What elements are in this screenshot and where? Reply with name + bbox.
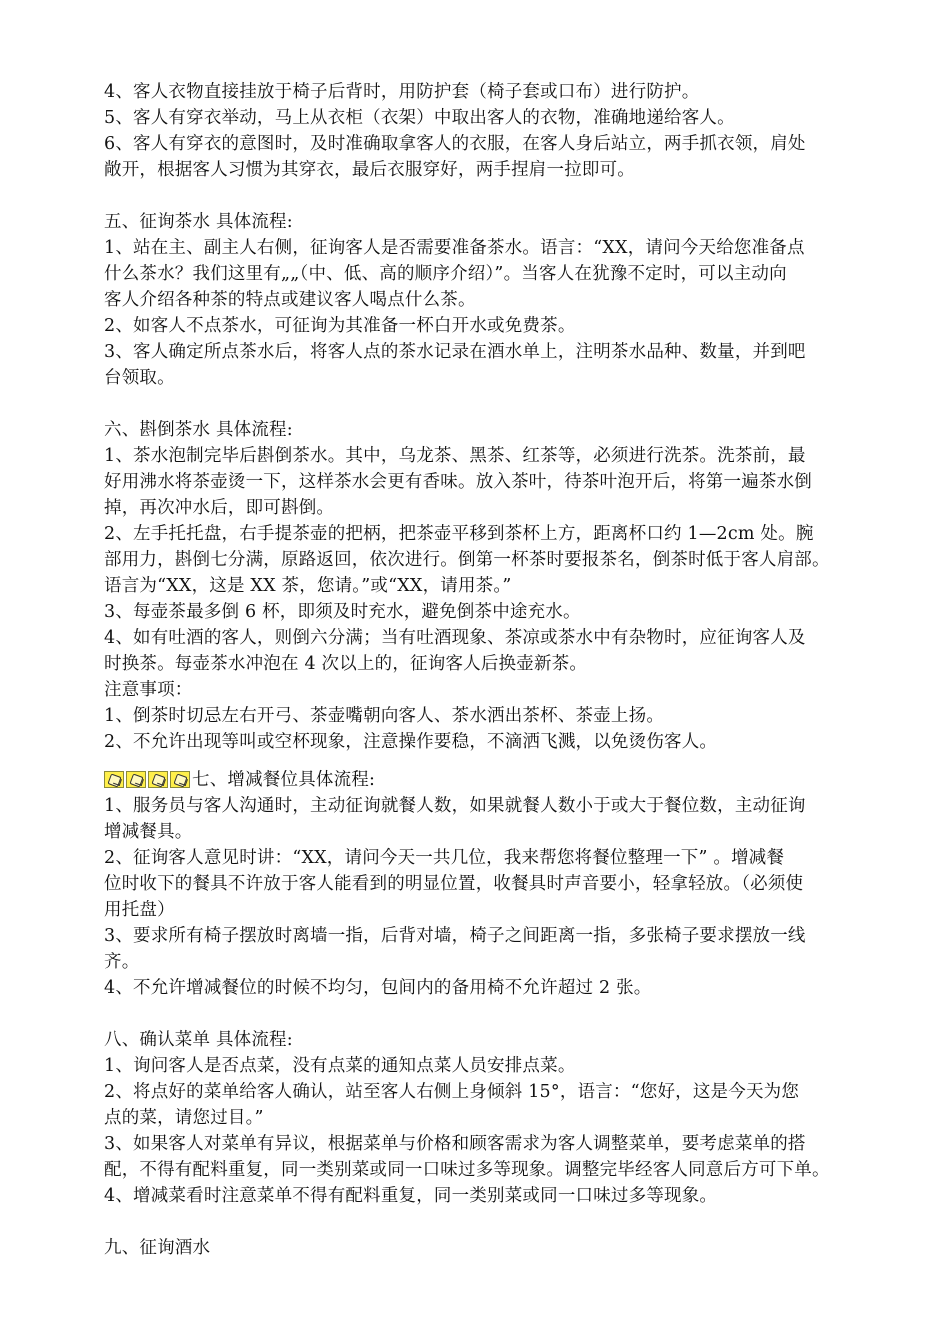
text-line: 配，不得有配料重复，同一类别菜或同一口味过多等现象。调整完毕经客人同意后方可下单。	[104, 1160, 830, 1180]
text-line: 客人介绍各种茶的特点或建议客人喝点什么茶。	[104, 290, 476, 310]
text-line: 2、左手托托盘，右手提茶壶的把柄，把茶壶平移到茶杯上方，距离杯口约 1—2cm 处。腕	[104, 524, 814, 544]
text-line: 部用力，斟倒七分满，原路返回，依次进行。倒第一杯茶时要报茶名，倒茶时低于客人肩部。	[104, 550, 830, 570]
section-heading: 八、确认菜单 具体流程:	[104, 1030, 293, 1050]
section-heading-row	[104, 768, 375, 792]
text-line: 3、要求所有椅子摆放时离墙一指，后背对墙，椅子之间距离一指，多张椅子要求摆放一线	[104, 926, 806, 946]
text-line: 3、客人确定所点茶水后，将客人点的茶水记录在酒水单上，注明茶水品种、数量，并到吧	[104, 342, 806, 362]
text-line: 2、不允许出现等叫或空杯现象，注意操作要稳，不滴洒飞溅，以免烫伤客人。	[104, 732, 718, 752]
text-line: 敞开，根据客人习惯为其穿衣，最后衣服穿好，两手捏肩一拉即可。	[104, 160, 635, 180]
text-line: 6、客人有穿衣的意图时，及时准确取拿客人的衣服，在客人身后站立，两手抓衣领，肩处	[104, 134, 806, 154]
text-line: 位时收下的餐具不许放于客人能看到的明显位置，收餐具时声音要小，轻拿轻放。（必须使	[104, 874, 804, 894]
sticker-icon	[148, 771, 168, 788]
text-line: 齐。	[104, 952, 140, 972]
text-line: 3、每壶茶最多倒 6 杯，即须及时充水，避免倒茶中途充水。	[104, 602, 581, 622]
text-line: 语言为“XX，这是 XX 茶，您请。”或“XX，请用茶。”	[104, 576, 512, 596]
text-line: 用托盘）	[104, 900, 175, 920]
section-heading: 六、斟倒茶水 具体流程:	[104, 420, 293, 440]
text-line: 5、客人有穿衣举动，马上从衣柜（衣架）中取出客人的衣物，准确地递给客人。	[104, 108, 735, 128]
text-line: 3、如果客人对菜单有异议，根据菜单与价格和顾客需求为客人调整菜单，要考虑菜单的搭	[104, 1134, 806, 1154]
sticker-icon	[126, 771, 146, 788]
text-line: 4、如有吐酒的客人，则倒六分满；当有吐酒现象、茶凉或茶水中有杂物时，应征询客人及	[104, 628, 806, 648]
text-line: 掉，再次冲水后，即可斟倒。	[104, 498, 335, 518]
notes-heading: 注意事项：	[104, 680, 193, 700]
text-line: 1、询问客人是否点菜，没有点菜的通知点菜人员安排点菜。	[104, 1056, 576, 1076]
text-line: 2、将点好的菜单给客人确认，站至客人右侧上身倾斜 15°，语言：“您好，这是今天为您	[104, 1082, 800, 1102]
text-line: 什么茶水？我们这里有„„（中、低、高的顺序介绍）”。当客人在犹豫不定时，可以主动向	[104, 264, 787, 284]
text-line: 点的菜，请您过目。”	[104, 1108, 264, 1128]
section-heading: 五、征询茶水 具体流程:	[104, 212, 293, 232]
text-line: 2、如客人不点茶水，可征询为其准备一杯白开水或免费茶。	[104, 316, 576, 336]
section-heading: 九、征询酒水	[104, 1238, 211, 1258]
inline-icon-group	[104, 771, 190, 788]
text-line: 2、征询客人意见时讲：“XX，请问今天一共几位，我来帮您将餐位整理一下” 。增减餐	[104, 848, 785, 868]
text-line: 1、站在主、副主人右侧，征询客人是否需要准备茶水。语言：“XX，请问今天给您准备点	[104, 238, 805, 258]
text-line: 1、服务员与客人沟通时，主动征询就餐人数，如果就餐人数小于或大于餐位数，主动征询	[104, 796, 806, 816]
text-line: 1、茶水泡制完毕后斟倒茶水。其中，乌龙茶、黑茶、红茶等，必须进行洗茶。洗茶前，最	[104, 446, 806, 466]
text-line: 台领取。	[104, 368, 175, 388]
text-line: 好用沸水将茶壶烫一下，这样茶水会更有香味。放入茶叶，待茶叶泡开后，将第一遍茶水倒	[104, 472, 812, 492]
text-line: 4、增减菜看时注意菜单不得有配料重复，同一类别菜或同一口味过多等现象。	[104, 1186, 718, 1206]
sticker-icon	[170, 771, 190, 788]
text-line: 4、不允许增减餐位的时候不均匀，包间内的备用椅不允许超过 2 张。	[104, 978, 652, 998]
section-heading: 七、增减餐位具体流程:	[192, 770, 376, 790]
text-line: 时换茶。每壶茶水冲泡在 4 次以上的，征询客人后换壶新茶。	[104, 654, 588, 674]
text-line: 4、客人衣物直接挂放于椅子后背时，用防护套（椅子套或口布）进行防护。	[104, 82, 700, 102]
text-line: 增减餐具。	[104, 822, 193, 842]
sticker-icon	[104, 771, 124, 788]
text-line: 1、倒茶时切忌左右开弓、茶壶嘴朝向客人、茶水洒出茶杯、茶壶上扬。	[104, 706, 665, 726]
